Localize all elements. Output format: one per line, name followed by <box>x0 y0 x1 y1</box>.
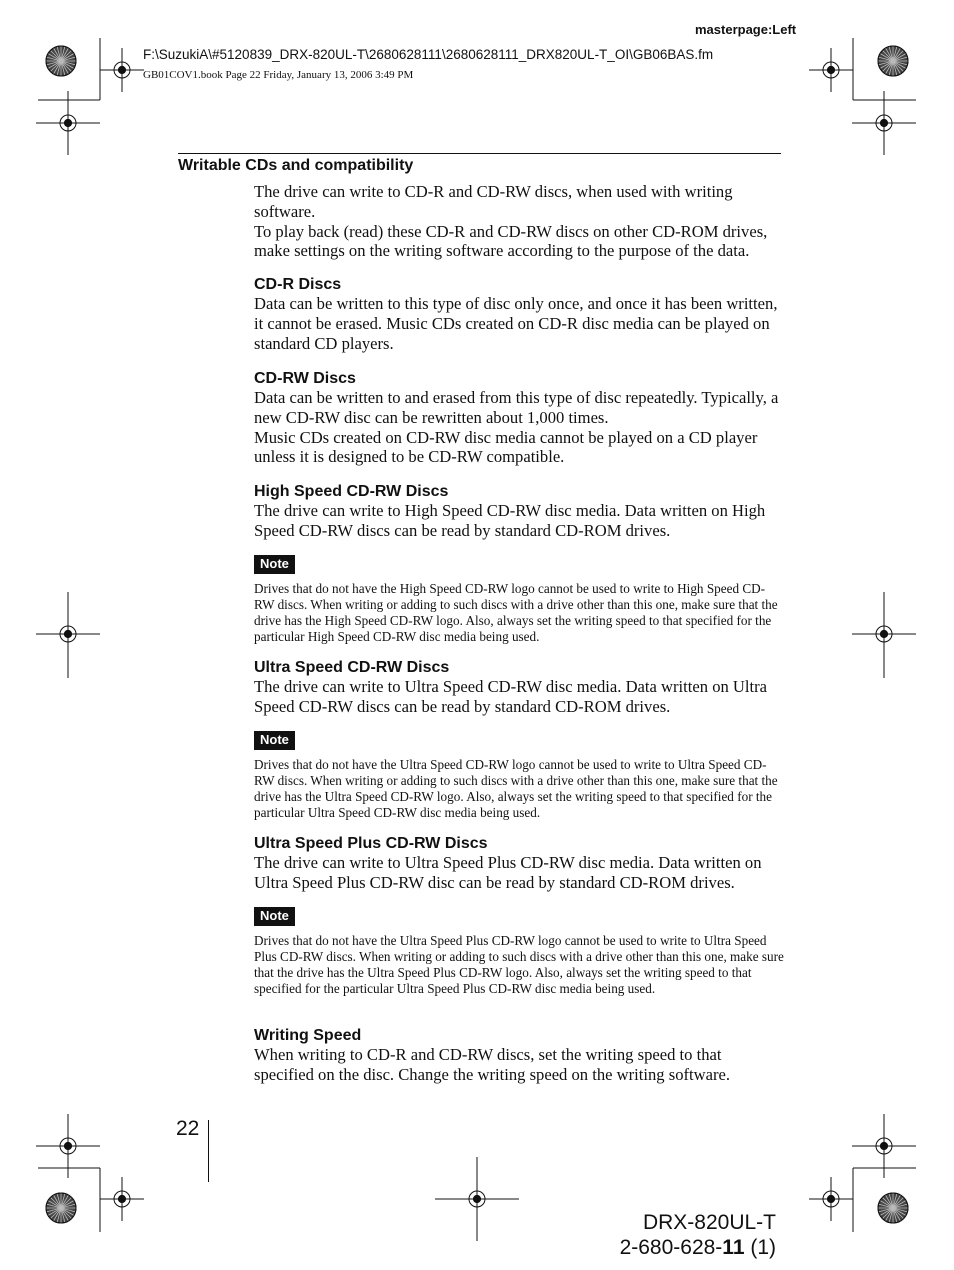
cdr-body: Data can be written to this type of disc only once, and once it has been written, it cannot be erased. Music CDs created on CD-R disc media can be played on standard CD players. <box>254 294 778 353</box>
file-path: F:\SuzukiA\#5120839_DRX-820UL-T\2680628111\2680628111_DRX820UL-T_OI\GB06BAS.fm <box>143 47 714 62</box>
note-badge: Note <box>254 731 295 750</box>
ultra-speed-body: The drive can write to Ultra Speed CD-RW disc media. Data written on Ultra Speed CD-RW discs can be read by standard CD-ROM drives. <box>254 677 768 716</box>
ultra-plus-note-body <box>254 933 784 997</box>
ultra-plus-body: The drive can write to Ultra Speed Plus CD-RW disc media. Data written on Ultra Speed Plus CD-RW disc can be read by standard CD-ROM drives. <box>254 853 762 892</box>
page-number-rule <box>208 1120 209 1182</box>
high-speed-section <box>254 482 784 541</box>
ultra-plus-note <box>254 907 784 926</box>
section-rule <box>178 153 781 154</box>
ultra-plus-heading: Ultra Speed Plus CD-RW Discs <box>254 835 488 852</box>
part-number-suffix: (1) <box>744 1236 776 1259</box>
high-speed-note-text: Drives that do not have the High Speed CD-RW logo cannot be used to write to High Speed CD-RW discs. When writing or adding to such discs with a drive other than this one, make sure that the drive has the High Speed CD-RW logo. Also, always set the writing speed to that specified for the particular High Speed CD-RW disc media being used. <box>254 581 778 644</box>
cdrw-body-1: Data can be written to and erased from this type of disc repeatedly. Typically, a new CD-RW disc can be rewritten about 1,000 times. <box>254 388 779 427</box>
model-number: DRX-820UL-T <box>642 1211 776 1234</box>
note-badge: Note <box>254 555 295 574</box>
intro-paragraph-1: The drive can write to CD-R and CD-RW discs, when used with writing software. <box>254 182 733 221</box>
writing-speed-body: When writing to CD-R and CD-RW discs, set the writing speed to that specified on the disc. Change the writing speed on the writing software. <box>254 1045 731 1084</box>
cdrw-body-2: Music CDs created on CD-RW disc media cannot be played on a CD player unless it is designed to be CD-RW compatible. <box>254 427 758 467</box>
cdr-heading: CD-R Discs <box>254 276 342 293</box>
ultra-plus-note-text: Drives that do not have the Ultra Speed Plus CD-RW logo cannot be used to write to Ultra Speed Plus CD-RW discs. When writing or adding to such discs with a drive other than this one, make sure that the drive has the Ultra Speed Plus CD-RW logo. Also, always set the writing speed to that specified for the particular Ultra Speed Plus CD-RW disc media being used. <box>254 933 784 996</box>
high-speed-note-body <box>254 581 784 645</box>
note-badge: Note <box>254 907 295 926</box>
page-number: 22 <box>176 1117 200 1140</box>
ultra-speed-note <box>254 731 784 750</box>
book-info-line: GB01COV1.book Page 22 Friday, January 13, 2006 3:49 PM <box>143 69 414 81</box>
cdrw-heading: CD-RW Discs <box>254 370 356 387</box>
ultra-plus-section <box>254 834 784 893</box>
intro-block <box>254 182 784 261</box>
cdrw-section <box>254 369 784 467</box>
ultra-speed-note-body <box>254 757 784 821</box>
section-title: Writable CDs and compatibility <box>178 157 414 174</box>
high-speed-body: The drive can write to High Speed CD-RW disc media. Data written on High Speed CD-RW discs can be read by standard CD-ROM drives. <box>254 501 766 540</box>
high-speed-note <box>254 555 784 574</box>
intro-paragraph-2: To play back (read) these CD-R and CD-RW discs on other CD-ROM drives, make settings on the writing software according to the purpose of the data. <box>254 221 768 261</box>
masterpage-label: masterpage:Left <box>695 22 797 37</box>
writing-speed-heading: Writing Speed <box>254 1027 362 1044</box>
ultra-speed-note-text: Drives that do not have the Ultra Speed CD-RW logo cannot be used to write to Ultra Speed CD-RW discs. When writing or adding to such discs with a drive other than this one, make sure that the drive has the Ultra Speed CD-RW logo. Also, always set the writing speed to that specified for the particular Ultra Speed CD-RW disc media being used. <box>254 757 778 820</box>
ultra-speed-section <box>254 658 784 717</box>
part-number <box>620 1236 776 1260</box>
part-number-bold: 11 <box>722 1236 745 1259</box>
part-number-prefix: 2-680-628- <box>619 1236 723 1259</box>
ultra-speed-heading: Ultra Speed CD-RW Discs <box>254 659 450 676</box>
high-speed-heading: High Speed CD-RW Discs <box>254 483 449 500</box>
cdr-section <box>254 275 784 353</box>
writing-speed-section <box>254 1026 784 1085</box>
